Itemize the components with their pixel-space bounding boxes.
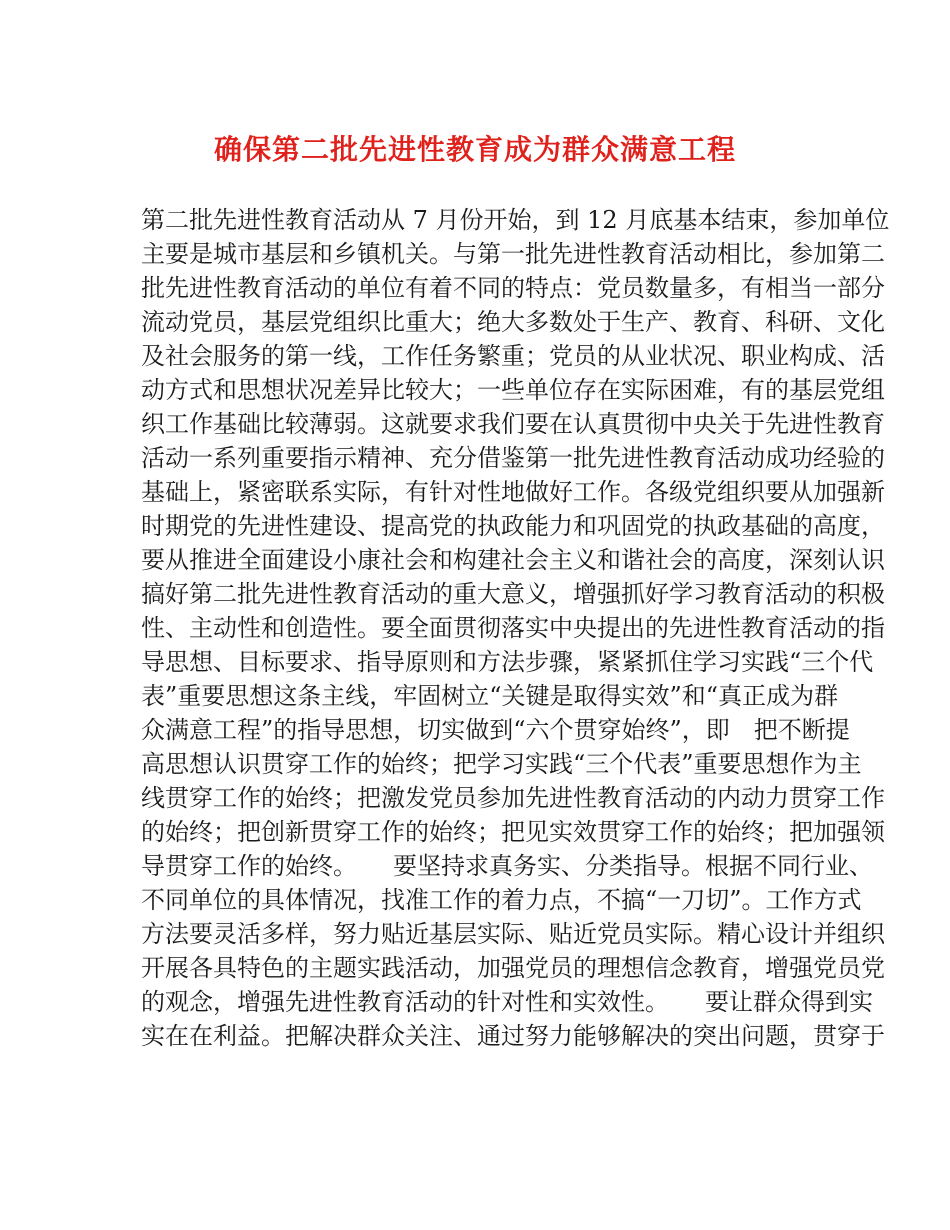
body-line: 导贯穿工作的始终。 要坚持求真务实、分类指导。根据不同行业、 <box>141 852 873 880</box>
body-line: 织工作基础比较薄弱。这就要求我们要在认真贯彻中央关于先进性教育 <box>141 410 885 438</box>
body-line: 的始终；把创新贯穿工作的始终；把见实效贯穿工作的始终；把加强领 <box>141 818 885 846</box>
body-line: 导思想、目标要求、指导原则和方法步骤，紧紧抓住学习实践“三个代 <box>141 648 874 676</box>
document-title: 确保第二批先进性教育成为群众满意工程 <box>213 133 736 166</box>
body-line: 方法要灵活多样，努力贴近基层实际、贴近党员实际。精心设计并组织 <box>141 920 885 948</box>
body-line: 性、主动性和创造性。要全面贯彻落实中央提出的先进性教育活动的指 <box>141 614 885 642</box>
body-line: 不同单位的具体情况，找准工作的着力点，不搞“一刀切”。工作方式 <box>141 886 862 914</box>
body-line: 的观念，增强先进性教育活动的针对性和实效性。 要让群众得到实 <box>141 988 873 1016</box>
body-line: 基础上，紧密联系实际，有针对性地做好工作。各级党组织要从加强新 <box>141 478 885 506</box>
body-line: 流动党员，基层党组织比重大；绝大多数处于生产、教育、科研、文化 <box>141 308 885 336</box>
body-line: 实在在利益。把解决群众关注、通过努力能够解决的突出问题，贯穿于 <box>141 1022 885 1050</box>
body-line: 第二批先进性教育活动从 7 月份开始，到 12 月底基本结束，参加单位 <box>141 206 890 234</box>
body-line: 表”重要思想这条主线，牢固树立“关键是取得实效”和“真正成为群 <box>141 682 839 710</box>
body-line: 批先进性教育活动的单位有着不同的特点：党员数量多，有相当一部分 <box>141 274 885 302</box>
body-line: 主要是城市基层和乡镇机关。与第一批先进性教育活动相比，参加第二 <box>141 240 885 268</box>
body-line: 线贯穿工作的始终；把激发党员参加先进性教育活动的内动力贯穿工作 <box>141 784 885 812</box>
body-line: 搞好第二批先进性教育活动的重大意义，增强抓好学习教育活动的积极 <box>141 580 885 608</box>
body-line: 时期党的先进性建设、提高党的执政能力和巩固党的执政基础的高度， <box>141 512 885 540</box>
body-line: 开展各具特色的主题实践活动，加强党员的理想信念教育，增强党员党 <box>141 954 885 982</box>
body-line: 要从推进全面建设小康社会和构建社会主义和谐社会的高度，深刻认识 <box>141 546 885 574</box>
body-line: 及社会服务的第一线，工作任务繁重；党员的从业状况、职业构成、活 <box>141 342 885 370</box>
document-body <box>141 203 890 1053</box>
body-line: 活动一系列重要指示精神、充分借鉴第一批先进性教育活动成功经验的 <box>141 444 885 472</box>
body-line: 高思想认识贯穿工作的始终；把学习实践“三个代表”重要思想作为主 <box>141 750 862 778</box>
body-line: 众满意工程”的指导思想，切实做到“六个贯穿始终”，即 把不断提 <box>141 716 850 744</box>
body-line: 动方式和思想状况差异比较大；一些单位存在实际困难，有的基层党组 <box>141 376 885 404</box>
